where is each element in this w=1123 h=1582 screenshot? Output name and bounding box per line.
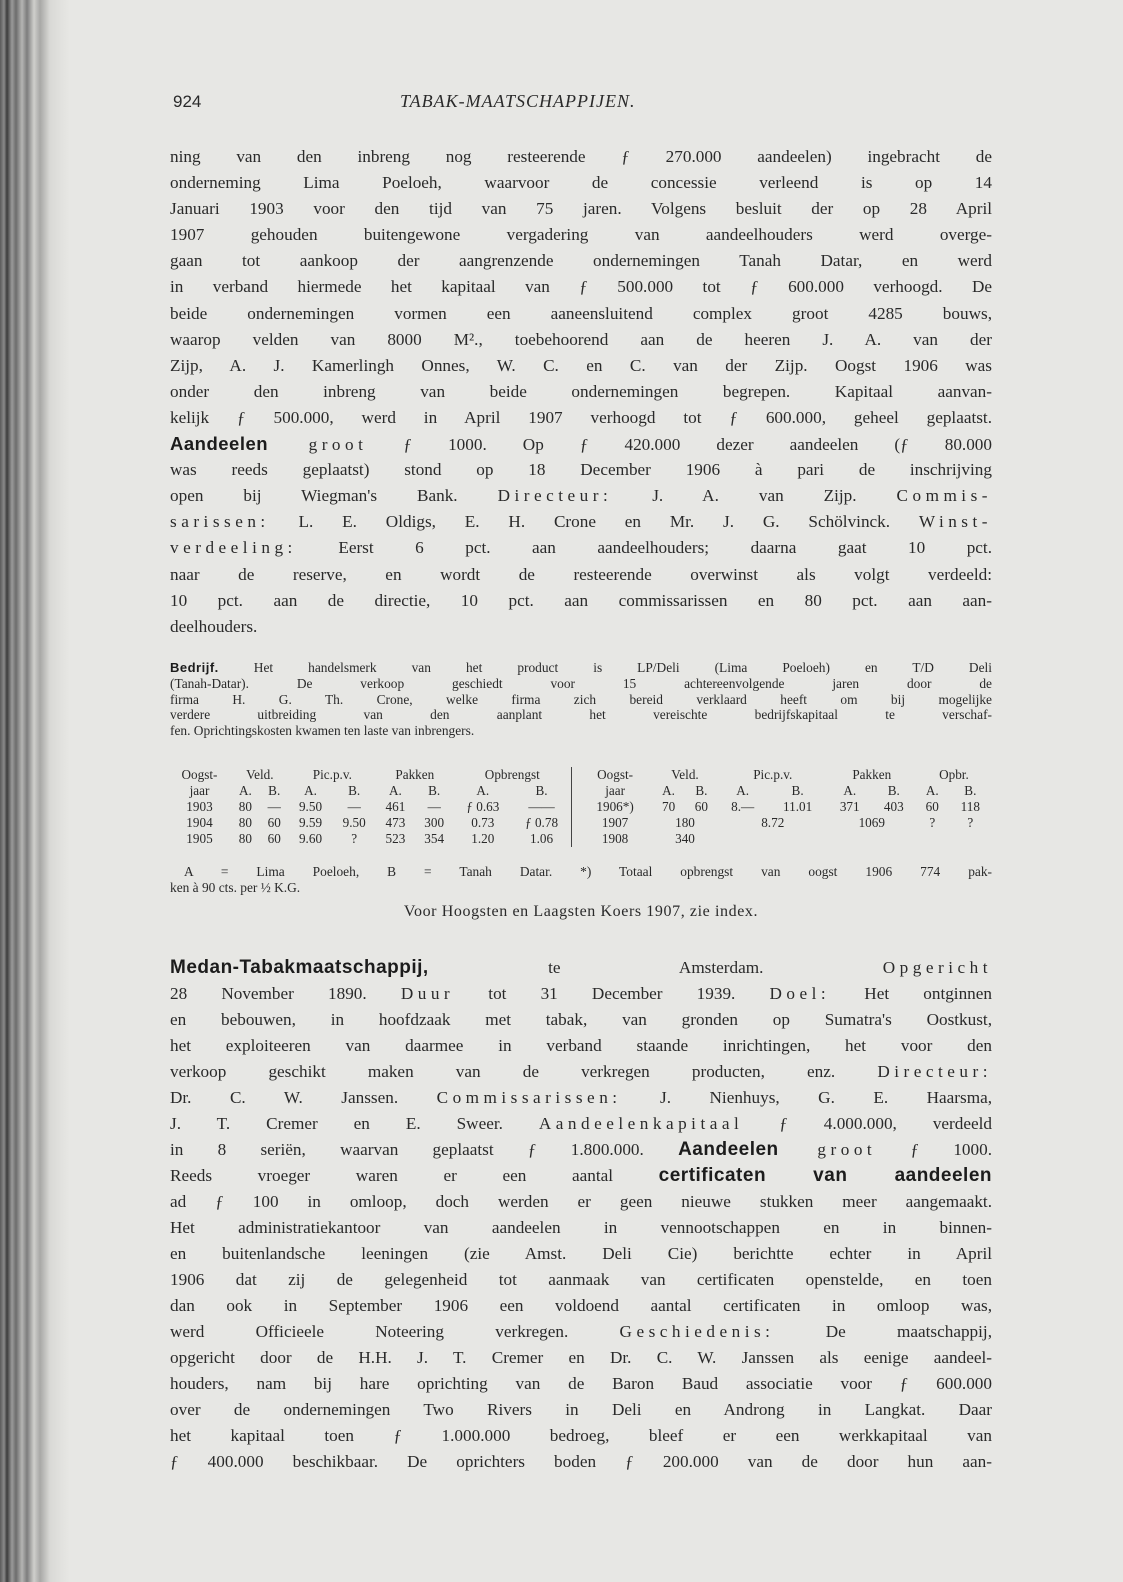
- text-line: [170, 1449, 992, 1475]
- text-line: [170, 1189, 992, 1215]
- text-run: 28 November 1890.: [170, 984, 401, 1003]
- table-cell: Oogst-: [597, 767, 634, 782]
- table-cell: A.: [304, 783, 317, 798]
- text-line: [170, 222, 992, 248]
- text-run: en buitenlandsche leeningen (zie Amst. Deli Cie) berichtte echter in April: [170, 1244, 992, 1263]
- table-cell: 340: [675, 831, 695, 846]
- text-line: [170, 1345, 992, 1371]
- harvest-table-left: [168, 767, 572, 847]
- table-cell: ƒ 0.63: [466, 799, 500, 814]
- text-line: [170, 1085, 992, 1111]
- text-run: over de ondernemingen Two Rivers in Deli en Androng in Langkat. Daar: [170, 1400, 992, 1419]
- text-line: [170, 1371, 992, 1397]
- table-cell: 1908: [601, 831, 629, 846]
- text-run: naar de reserve, en wordt de resteerende overwinst als volgt verdeeld:: [170, 564, 992, 584]
- text-line: [170, 1423, 992, 1449]
- text-line: [170, 1059, 992, 1085]
- text-run: ƒ 4.000.000, verdeeld: [743, 1114, 992, 1133]
- table-footnote-line2: ken à 90 cts. per ½ K.G.: [170, 880, 301, 895]
- text-run: (Tanah-Datar). De verkoop geschiedt voor 15 achtereenvolgende jaren door de: [170, 675, 992, 691]
- table-cell: 70: [661, 799, 676, 814]
- text-run: in verband hiermede het kapitaal van ƒ 500.000 tot ƒ 600.000 verhoogd. De: [170, 277, 992, 297]
- table-cell: A.: [389, 783, 402, 798]
- table-cell: 1904: [186, 815, 213, 830]
- table-row: [168, 831, 572, 847]
- text-run: verdere uitbreiding van den aanplant het vereischte bedrijfskapitaal te verschaf-: [170, 707, 992, 723]
- book-binding-edge: [0, 0, 70, 1582]
- table-cell: 1907: [601, 815, 629, 830]
- table-cell: jaar: [605, 783, 625, 798]
- table-cell: 523: [385, 831, 406, 846]
- table-cell: 461: [385, 799, 406, 814]
- spaced-term: Commissarissen:: [436, 1088, 622, 1107]
- table-cell: 1069: [858, 815, 885, 830]
- table-cell: 9.59: [298, 815, 323, 830]
- text-run: L. E. Oldigs, E. H. Crone en Mr. J. G. Schölvinck.: [269, 512, 919, 532]
- spaced-term: Commis-: [896, 486, 992, 506]
- spaced-term: Duur: [400, 984, 455, 1003]
- text-line: [170, 1007, 992, 1033]
- table-cell: 1905: [186, 831, 213, 846]
- text-line: [170, 1267, 992, 1293]
- text-run: ƒ 1000.: [876, 1140, 992, 1159]
- bold-term: certificaten van aandeelen: [658, 1165, 992, 1186]
- text-run: Dr. C. W. Janssen.: [170, 1088, 437, 1107]
- text-run: deelhouders.: [170, 616, 258, 636]
- paragraph-medan-tabakmaatschappij: [170, 955, 992, 1475]
- text-run: Zijp, A. J. Kamerlingh Onnes, W. C. en C. van der Zijp. Oogst 1906 was: [170, 355, 992, 375]
- text-line: [170, 353, 992, 379]
- text-run: ƒ 400.000 beschikbaar. De oprichters boden ƒ 200.000 van de door hun aan-: [170, 1452, 992, 1471]
- table-subheader-row: [578, 783, 992, 799]
- table-footnote-line1: A = Lima Poeloeh, B = Tanah Datar. *) Totaal opbrengst van oogst 1906 774 pak-: [184, 864, 992, 879]
- text-run: tot 31 December 1939.: [454, 984, 770, 1003]
- table-row: [168, 799, 572, 815]
- table-cell: Pakken: [395, 767, 435, 782]
- table-cell: Veld.: [246, 767, 274, 782]
- text-run: Het ontginnen: [830, 984, 992, 1003]
- text-run: het kapitaal toen ƒ 1.000.000 bedroeg, bleef er een werkkapitaal van: [170, 1426, 992, 1445]
- table-cell: 180: [675, 815, 695, 830]
- spaced-term: Doel:: [769, 984, 831, 1003]
- table-cell: A.: [843, 783, 857, 798]
- text-line: [170, 431, 992, 457]
- spaced-term: Opgericht: [882, 958, 992, 977]
- table-row: [578, 831, 992, 847]
- text-line: [170, 457, 992, 483]
- text-line: [170, 1111, 992, 1137]
- table-cell: A.: [736, 783, 750, 798]
- table-cell: ƒ 0.78: [525, 815, 559, 830]
- text-line: [170, 327, 992, 353]
- table-cell: 8.—: [731, 799, 755, 814]
- table-cell: —: [427, 799, 441, 814]
- text-run: 10 pct. aan de directie, 10 pct. aan commissarissen en 80 pct. aan aan-: [170, 590, 992, 610]
- table-cell: 0.73: [471, 815, 495, 830]
- table-cell: jaar: [189, 783, 210, 798]
- bold-term: Aandeelen: [170, 433, 269, 455]
- spaced-term: Winst-: [918, 512, 992, 532]
- table-cell: Pic.p.v.: [312, 767, 352, 782]
- table-cell: 60: [694, 799, 708, 814]
- table-cell: B.: [695, 783, 708, 798]
- text-run: houders, nam bij hare oprichting van de Baron Baud associatie voor ƒ 600.000: [170, 1374, 992, 1393]
- text-run: fen. Oprichtingskosten kwamen ten laste van inbrengers.: [170, 723, 475, 739]
- table-row: [578, 815, 992, 831]
- table-cell: B.: [964, 783, 977, 798]
- text-line: [170, 1319, 992, 1345]
- text-run: in 8 seriën, waarvan geplaatst ƒ 1.800.000.: [170, 1140, 679, 1159]
- table-cell: 11.01: [783, 799, 813, 814]
- text-line: [170, 196, 992, 222]
- text-line: [170, 707, 992, 723]
- table-cell: B.: [428, 783, 441, 798]
- table-cell: 403: [883, 799, 904, 814]
- text-run: 1906 dat zij de gelegenheid tot aanmaak van certificaten openstelde, en toen: [170, 1270, 992, 1289]
- text-line: [170, 1241, 992, 1267]
- text-run: beide ondernemingen vormen een aaneensluitend complex groot 4285 bouws,: [170, 303, 992, 323]
- table-cell: ?: [929, 815, 936, 830]
- text-run: Het administratiekantoor van aandeelen in vennootschappen en in binnen-: [170, 1218, 992, 1237]
- text-run: J. Nienhuys, G. E. Haarsma,: [621, 1088, 993, 1107]
- bold-term: Bedrijf.: [170, 660, 219, 675]
- bold-term: Medan-Tabakmaatschappij,: [170, 957, 429, 978]
- text-line: [170, 660, 992, 676]
- text-line: [170, 274, 992, 300]
- text-line: [170, 170, 992, 196]
- table-cell: Pakken: [852, 767, 892, 782]
- spaced-term: Aandeelenkapitaal: [538, 1114, 744, 1133]
- table-cell: ——: [528, 799, 555, 814]
- text-line: [170, 955, 992, 981]
- table-cell: 1.06: [530, 831, 554, 846]
- table-cell: 9.50: [298, 799, 323, 814]
- table-cell: 9.60: [298, 831, 323, 846]
- text-run: verkoop geschikt maken van de verkregen producten, enz.: [170, 1062, 878, 1081]
- text-run: Januari 1903 voor den tijd van 75 jaren. Volgens besluit der op 28 April: [170, 199, 992, 219]
- text-line: [170, 692, 992, 708]
- spaced-term: sarissen:: [170, 512, 270, 532]
- text-run: ad ƒ 100 in omloop, doch werden er geen nieuwe stukken meer aangemaakt.: [170, 1192, 992, 1211]
- text-run: open bij Wiegman's Bank.: [170, 486, 498, 506]
- table-cell: ?: [967, 815, 974, 830]
- paragraph-lima-poeloeh: [170, 144, 992, 640]
- table-cell: A.: [238, 783, 252, 798]
- table-cell: B.: [535, 783, 548, 798]
- text-line: [170, 405, 992, 431]
- text-line: [170, 614, 992, 640]
- table-cell: [916, 831, 949, 847]
- bold-term: Aandeelen: [678, 1139, 779, 1160]
- table-cell: Opbr.: [939, 767, 969, 782]
- table-cell: 8.72: [761, 815, 785, 830]
- table-cell: [718, 831, 828, 847]
- table-cell: B.: [348, 783, 361, 798]
- table-subheader-row: [168, 783, 572, 799]
- text-run: Eerst 6 pct. aan aandeelhouders; daarna gaat 10 pct.: [296, 538, 992, 558]
- text-run: firma H. G. Th. Crone, welke firma zich bereid verklaard heeft om bij mogelijke: [170, 691, 992, 707]
- table-row: [168, 815, 572, 831]
- page-number: 924: [173, 92, 202, 111]
- table-cell: 9.50: [342, 815, 366, 830]
- text-line: [170, 1215, 992, 1241]
- text-run: kelijk ƒ 500.000, werd in April 1907 verhoogd tot ƒ 600.000, geheel geplaatst.: [170, 407, 992, 427]
- text-line: [170, 1033, 992, 1059]
- text-run: werd Officieele Noteering verkregen.: [170, 1322, 620, 1341]
- running-title: TABAK-MAATSCHAPPIJEN.: [400, 91, 636, 111]
- spaced-term: Directeur:: [497, 486, 613, 506]
- text-run: te Amsterdam.: [428, 958, 883, 977]
- table-cell: Pic.p.v.: [753, 767, 793, 782]
- table-cell: 371: [839, 799, 860, 814]
- table-cell: A.: [476, 783, 490, 798]
- spaced-term: verdeeling:: [170, 538, 297, 558]
- table-cell: 80: [238, 831, 252, 846]
- text-run: gaan tot aankoop der aangrenzende ondernemingen Tanah Datar, en werd: [170, 251, 992, 271]
- text-run: opgericht door de H.H. J. T. Cremer en Dr. C. W. Janssen als eenige aandeel-: [170, 1348, 992, 1367]
- table-cell: 300: [424, 815, 445, 830]
- table-header-row: [578, 767, 992, 783]
- text-run: het exploiteeren van daarmee in verband staande inrichtingen, het voor den: [170, 1036, 992, 1055]
- table-cell: 1903: [186, 799, 213, 814]
- table-cell: B.: [887, 783, 900, 798]
- table-cell: 1.20: [471, 831, 495, 846]
- table-cell: [828, 831, 916, 847]
- text-line: [170, 1163, 992, 1189]
- spaced-term: groot: [268, 435, 368, 455]
- table-cell: Opbrengst: [484, 767, 540, 782]
- table-cell: ?: [351, 831, 358, 846]
- table-cell: Oogst-: [181, 767, 218, 782]
- text-run: Reeds vroeger waren er een aantal: [170, 1166, 659, 1185]
- spaced-term: Geschiedenis:: [619, 1322, 775, 1341]
- text-line: [170, 535, 992, 561]
- text-line: [170, 1137, 992, 1163]
- table-cell: 354: [424, 831, 445, 846]
- text-line: [170, 509, 992, 535]
- text-line: [170, 676, 992, 692]
- table-cell: 80: [238, 815, 252, 830]
- text-run: dan ook in September 1906 een voldoend aantal certificaten in omloop was,: [170, 1296, 992, 1315]
- text-line: [170, 379, 992, 405]
- table-cell: A.: [925, 783, 939, 798]
- table-cell: 118: [960, 799, 980, 814]
- spaced-term: groot: [778, 1140, 877, 1159]
- text-line: [170, 562, 992, 588]
- table-cell: B.: [791, 783, 804, 798]
- text-line: [170, 981, 992, 1007]
- table-cell: A.: [662, 783, 675, 798]
- text-run: Het handelsmerk van het product is LP/Deli (Lima Poeloeh) en T/D Deli: [218, 660, 992, 675]
- table-cell: 80: [238, 799, 252, 814]
- table-cell: Veld.: [671, 767, 699, 782]
- table-row: [578, 799, 992, 815]
- spaced-term: Directeur:: [877, 1062, 992, 1081]
- text-run: was reeds geplaatst) stond op 18 December 1906 à pari de inschrijving: [170, 460, 992, 480]
- text-run: onderneming Lima Poeloeh, waarvoor de concessie verleend is op 14: [170, 173, 992, 193]
- text-line: [170, 1397, 992, 1423]
- text-run: De maatschappij,: [774, 1322, 992, 1341]
- table-cell: 473: [385, 815, 406, 830]
- text-line: [170, 723, 992, 739]
- text-line: [170, 483, 992, 509]
- text-run: J. T. Cremer en E. Sweer.: [170, 1114, 539, 1133]
- koers-reference: Voor Hoogsten en Laagsten Koers 1907, zie index.: [403, 903, 759, 920]
- text-run: en bebouwen, in hoofdzaak met tabak, van gronden op Sumatra's Oostkust,: [170, 1010, 992, 1029]
- table-cell: —: [267, 799, 281, 814]
- text-line: [170, 248, 992, 274]
- text-run: J. A. van Zijp.: [612, 486, 897, 506]
- text-run: ning van den inbreng nog resteerende ƒ 270.000 aandeelen) ingebracht de: [170, 147, 992, 166]
- table-cell: 1906*): [596, 799, 634, 814]
- text-line: [170, 1293, 992, 1319]
- text-line: [170, 301, 992, 327]
- text-line: [170, 588, 992, 614]
- table-header-row: [168, 767, 572, 783]
- table-cell: 60: [925, 799, 939, 814]
- table-cell: [949, 831, 992, 847]
- text-run: waarop velden van 8000 M²., toebehoorend aan de heeren J. A. van der: [170, 329, 992, 349]
- table-cell: 60: [267, 815, 281, 830]
- text-run: 1907 gehouden buitengewone vergadering van aandeelhouders werd overge-: [170, 225, 992, 245]
- table-cell: —: [347, 799, 361, 814]
- text-run: ƒ 1000. Op ƒ 420.000 dezer aandeelen (ƒ 80.000: [367, 435, 992, 455]
- harvest-table-right: [578, 767, 992, 847]
- table-cell: 60: [267, 831, 281, 846]
- text-line: [170, 144, 992, 170]
- paragraph-bedrijf: [170, 660, 992, 739]
- text-run: onder den inbreng van beide ondernemingen begrepen. Kapitaal aanvan-: [170, 381, 992, 401]
- table-cell: B.: [268, 783, 281, 798]
